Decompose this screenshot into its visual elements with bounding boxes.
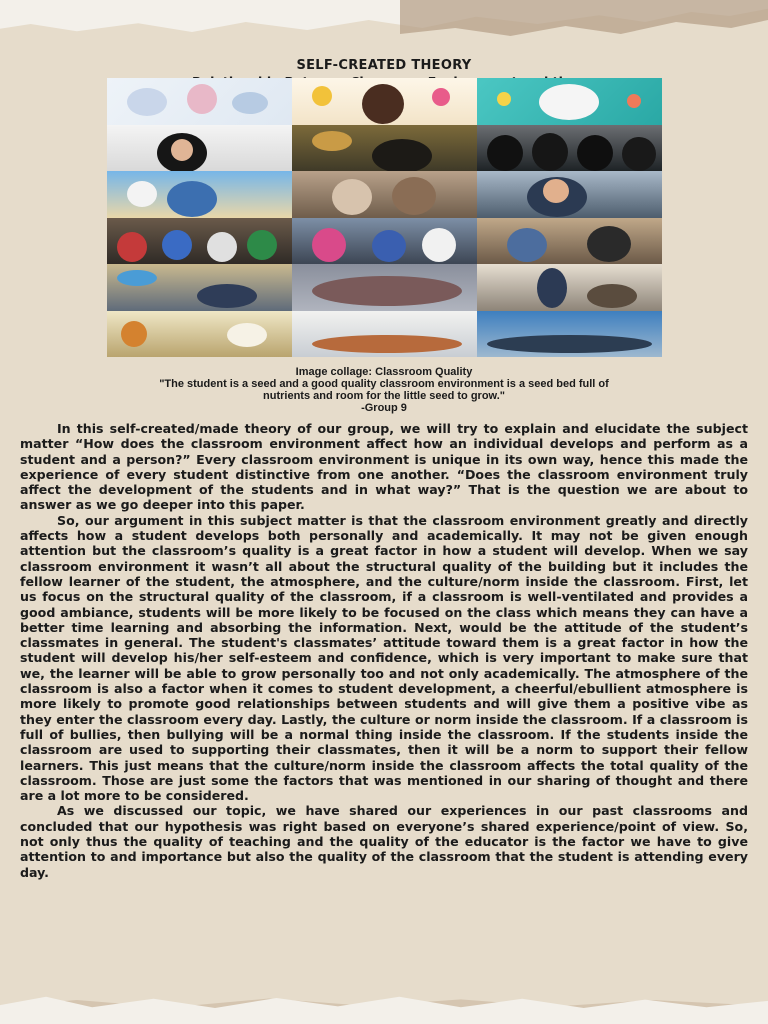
caption-title: Image collage: Classroom Quality — [295, 366, 473, 378]
collage-photo-teacher-helping — [477, 218, 662, 265]
caption-attribution: -Group 9 — [361, 402, 407, 414]
collage-photo-growth-illustration — [107, 78, 292, 125]
body-paragraph-3: As we discussed our topic, we have shared our experiences in our past classrooms and concluded that our hypothesis was right based on everyone’s shared experience/point of view. So, not only thus the quality of teaching and the quality of the educator is the factor we have to give attention to and importance but also the quality of the classroom that the student is attending every day. — [20, 803, 748, 880]
collage-photo-raising-hands — [292, 264, 477, 311]
collage-photo-graduates-group — [477, 125, 662, 172]
caption-quote-line-2: nutrients and room for the little seed to grow." — [263, 390, 505, 402]
collage-photo-graduate-sunset — [292, 125, 477, 172]
collage-photo-cheering-student — [107, 171, 292, 218]
torn-paper-bottom-edge — [0, 982, 768, 1024]
caption-quote-line-1: "The student is a seed and a good quality classroom environment is a seed bed full of — [159, 378, 609, 390]
collage-photo-graduate — [107, 125, 292, 172]
collage-photo-lecture — [477, 264, 662, 311]
document-title: SELF-CREATED THEORY — [296, 58, 472, 73]
body-paragraph-2: So, our argument in this subject matter is that the classroom environment greatly and directly affects how a student develops both personally and academically. It may not be given enough attention but the classroom’s quality is a great factor in how a student will develop. When we say classroom environment it wasn’t all about the structural quality of the building but it includes the fellow learner of the student, the atmosphere, and the culture/norm inside the classroom. First, let us focus on the structural quality of the classroom, if a classroom is well-ventilated and provides a good ambiance, students will be more likely to be focused on the class which means they can have a better time learning and absorbing the information. Next, would be the attitude of the student’s classmates in general. The student's classmates’ attitude toward them is a great factor in how the student will develop his/her self-esteem and confidence, which is very important to make sure that we, the learner will be able to grow personally too and not only academically. The atmosphere of the classroom is also a factor when it comes to student development, a cheerful/ebullient atmosphere is more likely to promote good relationships between students and will give them a positive vibe as they enter the classroom every day. Lastly, the culture or norm inside the classroom. If a classroom is full of bullies, then bullying will be a normal thing inside the classroom. If the students inside the classroom are used to supporting their classmates, then it will be a norm to support their fellow learners. This just means that the culture/norm inside the classroom affects the total quality of the classroom. Those are just some the factors that was mentioned in our sharing of thought and there are a lot more to be considered. — [20, 512, 748, 804]
collage-photo-students-classroom — [107, 218, 292, 265]
collage-photo-empty-classroom-chairs — [107, 311, 292, 358]
collage-photo-desk-rows — [292, 311, 477, 358]
collage-photo-colorful-classroom — [107, 264, 292, 311]
collage-photo-watering-illustration — [292, 78, 477, 125]
collage-photo-children-desks — [292, 218, 477, 265]
collage-photo-empty-classroom-desks — [477, 311, 662, 358]
torn-paper-top-shadow — [400, 0, 768, 40]
collage-photo-personal-development — [477, 78, 662, 125]
body-paragraph-1: In this self-created/made theory of our group, we will try to explain and elucidate the subject matter “How does the classroom environment affect how an individual develops and perform as a student and a person?” Every classroom environment is unique in its own way, hence this made the experience of every student distinctive from one another. “Does the classroom environment truly affect the development of the students and in what way?” That is the question we are about to answer as we go deeper into this paper. — [20, 421, 748, 513]
classroom-image-collage — [107, 78, 662, 357]
document-body — [20, 421, 748, 880]
image-caption — [0, 366, 768, 414]
collage-photo-smiling-student — [477, 171, 662, 218]
collage-photo-students-studying — [292, 171, 477, 218]
